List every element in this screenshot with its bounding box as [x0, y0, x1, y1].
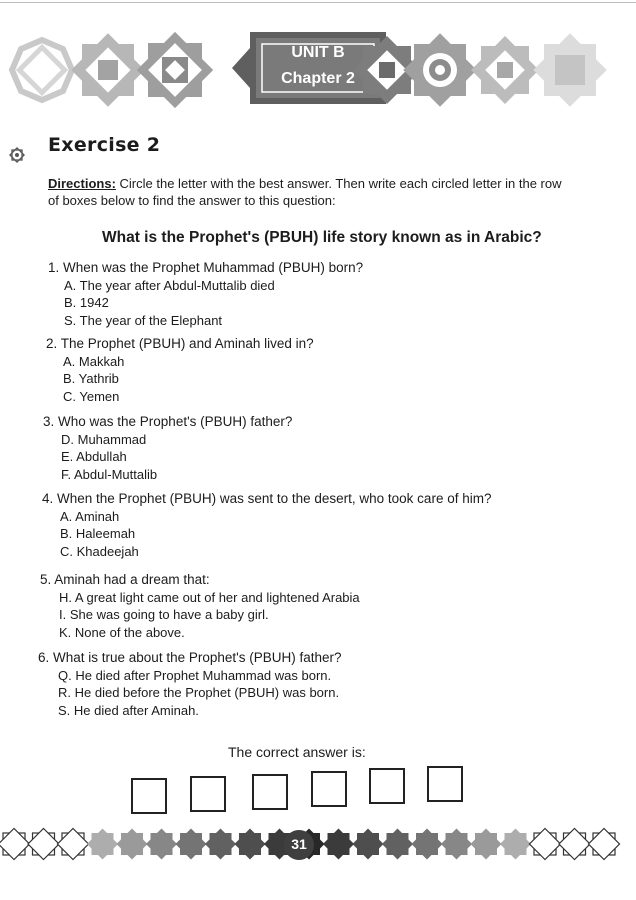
answer-option[interactable]: I. She was going to have a baby girl.: [59, 607, 269, 622]
answer-option[interactable]: B. Yathrib: [63, 371, 119, 386]
question-text: 6. What is true about the Prophet's (PBUH) father?: [38, 650, 342, 665]
star-ornament-icon: [352, 828, 383, 859]
answer-option[interactable]: C. Yemen: [63, 388, 120, 404]
answer-option[interactable]: F. Abdul-Muttalib: [61, 466, 158, 482]
star-ornament-icon: [470, 828, 501, 859]
answer-option[interactable]: R. He died before the Prophet (PBUH) was born.: [58, 685, 340, 700]
question-text: 5. Aminah had a dream that:: [40, 572, 210, 587]
star-ornament-icon: [234, 828, 265, 859]
directions: [48, 175, 618, 209]
exercise-ornament-icon: [9, 147, 25, 163]
answer-option[interactable]: A. Makkah: [63, 353, 125, 369]
question-text: 3. Who was the Prophet's (PBUH) father?: [43, 414, 293, 429]
answer-box-6[interactable]: [427, 766, 463, 802]
answer-option[interactable]: E. Abdullah: [61, 449, 127, 464]
directions-line-1: Circle the letter with the best answer. Then write each circled letter in the row: [119, 176, 562, 191]
star-ornament-icon: [87, 828, 118, 859]
main-question: What is the Prophet's (PBUH) life story known as in Arabic?: [102, 229, 542, 246]
answer-option[interactable]: B. 1942: [64, 295, 109, 310]
question-4: [42, 490, 612, 560]
question-text: 2. The Prophet (PBUH) and Aminah lived in?: [46, 336, 314, 351]
star-ornament-icon: [205, 828, 236, 859]
question-3: [43, 413, 603, 483]
star-ornament-icon: [441, 828, 472, 859]
answer-label: The correct answer is:: [228, 744, 366, 760]
octagram-pattern-icon: [137, 32, 213, 108]
directions-line-2: of boxes below to find the answer to this question:: [48, 193, 336, 208]
unit-label: UNIT B: [291, 44, 345, 61]
answer-option[interactable]: B. Haleemah: [60, 526, 136, 541]
answer-box-4[interactable]: [311, 771, 347, 807]
star-ornament-icon: [382, 828, 413, 859]
octagram-pattern-icon: [71, 33, 145, 107]
page-number: 31: [291, 836, 307, 852]
chapter-label: Chapter 2: [281, 70, 355, 87]
answer-option[interactable]: D. Muhammad: [61, 431, 147, 447]
star-ornament-icon: [323, 828, 354, 859]
question-text: 4. When the Prophet (PBUH) was sent to the desert, who took care of him?: [42, 491, 492, 506]
answer-option[interactable]: A. The year after Abdul-Muttalib died: [64, 277, 275, 293]
octagram-outline-icon: [12, 40, 72, 100]
top-edge-line: [0, 2, 636, 3]
question-6: [38, 649, 608, 719]
question-2: [46, 335, 606, 405]
question-1: [48, 259, 608, 329]
star-ornament-icon: [28, 828, 59, 859]
answer-box-5[interactable]: [369, 768, 405, 804]
octagram-pattern-icon: [403, 33, 477, 107]
exercise-title: Exercise 2: [48, 134, 161, 156]
question-text: 1. When was the Prophet Muhammad (PBUH) born?: [48, 260, 364, 275]
answer-box-1[interactable]: [131, 778, 167, 814]
answer-box-3[interactable]: [252, 774, 288, 810]
star-ornament-icon: [559, 828, 590, 859]
answer-option[interactable]: H. A great light came out of her and lightened Arabia: [59, 589, 360, 605]
answer-option[interactable]: S. He died after Aminah.: [58, 702, 199, 718]
header-banner: [0, 30, 636, 110]
star-ornament-icon: [116, 828, 147, 859]
star-ornament-icon: [588, 828, 619, 859]
star-ornament-icon: [0, 828, 30, 859]
answer-option[interactable]: S. The year of the Elephant: [64, 312, 223, 328]
answer-option[interactable]: A. Aminah: [60, 508, 120, 524]
footer-ornament-strip: [0, 815, 636, 875]
star-ornament-icon: [146, 828, 177, 859]
star-ornament-icon: [57, 828, 88, 859]
answer-option[interactable]: Q. He died after Prophet Muhammad was born.: [58, 667, 332, 683]
answer-option[interactable]: K. None of the above.: [59, 624, 185, 640]
octagram-pattern-icon: [471, 36, 539, 104]
directions-label: Directions:: [48, 176, 116, 191]
star-ornament-icon: [175, 828, 206, 859]
star-ornament-icon: [411, 828, 442, 859]
star-ornament-icon: [529, 828, 560, 859]
question-5: [40, 571, 610, 641]
octagram-outline-icon: [533, 33, 607, 107]
star-ornament-icon: [500, 828, 531, 859]
answer-option[interactable]: C. Khadeejah: [60, 543, 139, 559]
answer-box-2[interactable]: [190, 776, 226, 812]
